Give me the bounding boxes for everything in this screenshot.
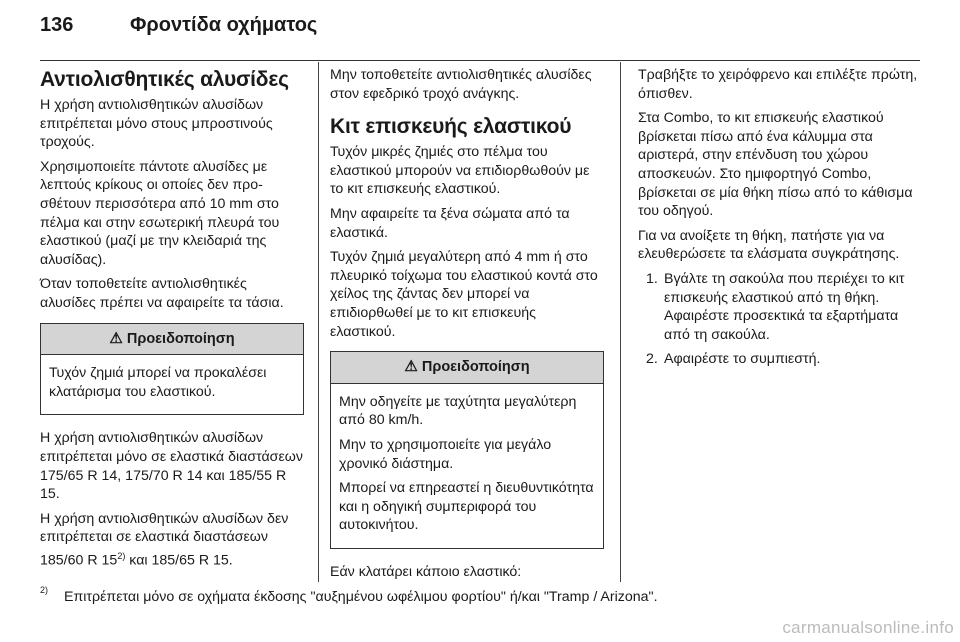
paragraph: Για να ανοίξετε τη θήκη, πατήστε για να ελευθερώσετε τα ελάσματα συγκράτησης. — [638, 227, 900, 263]
warning-text: Μπορεί να επηρεαστεί η διευθυντικότητα και η οδηγική συμπεριφορά του αυτοκινήτου. — [339, 480, 594, 534]
paragraph: Εάν κλατάρει κάποιο ελαστικό: — [330, 563, 522, 580]
warning-header — [41, 324, 303, 356]
warning-box — [40, 323, 304, 416]
paragraph: Η χρήση αντιολισθητικών αλυσίδων επιτρέπεται μόνο στους μπροστινούς τροχούς. — [40, 97, 273, 151]
list-item — [638, 350, 922, 369]
watermark: carmanualsonline.info — [782, 618, 954, 637]
paragraph: Η χρήση αντιολισθητικών αλυσίδων επιτρέπεται μόνο σε ελαστικά διαστάσεων 175/65 R 14, 175/70 R 14 και 185/55 R 15. — [40, 430, 303, 503]
warning-heading: Προειδοποίηση — [126, 330, 235, 347]
list-item — [638, 270, 922, 344]
warning-box — [330, 351, 604, 549]
paragraph-text: Η χρήση αντιολισθητικών αλυσίδων δεν επιτρέπεται σε ελαστικά διαστάσεων 185/60 R 15 — [40, 510, 289, 569]
section-title-tyre-repair-kit: Κιτ επισκευής ελαστικού — [330, 115, 572, 139]
page-number: 136 — [40, 14, 74, 36]
step-number: 2. — [646, 351, 658, 368]
paragraph: Χρησιμοποιείτε πάντοτε αλυσίδες με λεπτούς κρίκους οι οποίες δεν προσθέτουν περισσότερα από 10 mm στο πέλμα και στην εσωτερική πλευρά του ελαστικού (μαζί με την κλειδαριά της αλυσίδας). — [40, 158, 280, 268]
paragraph: Τυχόν μικρές ζημιές στο πέλμα του ελαστικού μπορούν να επιδιορθωθούν με το κιτ επισκευής ελαστικού. — [330, 144, 590, 198]
chapter-title: Φροντίδα οχήματος — [130, 14, 318, 36]
warning-text: Μην οδηγείτε με ταχύτητα μεγαλύτερη από 80 km/h. — [339, 393, 577, 429]
footnote-reference: 2) — [117, 550, 126, 561]
column-divider-2 — [620, 62, 621, 582]
page-header — [40, 14, 920, 44]
paragraph: Τραβήξτε το χειρόφρενο και επιλέξτε πρώτη, όπισθεν. — [638, 67, 918, 102]
paragraph: Τυχόν ζημιά μεγαλύτερη από 4 mm ή στο πλευρικό τοίχωμα του ελαστικού κοντά στο χείλος της ζάντας δεν μπορεί να επιδιορθωθεί με το κιτ επισκευής ελαστικού. — [330, 249, 598, 340]
warning-text: Τυχόν ζημιά μπορεί να προκαλέσει κλατάρισμα του ελαστικού. — [49, 365, 267, 400]
warning-body — [331, 384, 603, 548]
paragraph: Όταν τοποθετείτε αντιολισθητικές αλυσίδες πρέπει να αφαιρείτε τα τάσια. — [40, 276, 284, 311]
steps-list — [638, 270, 922, 369]
step-text: Βγάλτε τη σακούλα που περιέχει το κιτ επισκευής ελαστικού από τη θήκη. Αφαιρέστε προσεκτικά τα εξαρτήματα από τη σακούλα. — [664, 270, 905, 343]
column-3 — [638, 66, 922, 375]
warning-header — [331, 352, 603, 384]
column-1 — [40, 66, 304, 576]
footnote-text: Επιτρέπεται μόνο σε οχήματα έκδοσης "αυξημένου ωφέλιμου φορτίου" ή/και "Tramp / Arizona". — [64, 589, 658, 605]
warning-heading: Προειδοποίηση — [421, 359, 530, 376]
section-title-snow-chains: Αντιολισθητικές αλυσίδες — [40, 68, 289, 91]
step-text: Αφαιρέστε το συμπιεστή. — [664, 351, 821, 368]
step-number: 1. — [646, 270, 658, 287]
header-divider — [40, 60, 920, 61]
paragraph: Μην αφαιρείτε τα ξένα σώματα από τα ελαστικά. — [330, 205, 570, 241]
column-divider-1 — [318, 62, 319, 582]
column-2 — [330, 66, 604, 587]
warning-body — [41, 355, 303, 414]
paragraph: Στα Combo, το κιτ επισκευής ελαστικού βρίσκεται πίσω από ένα κάλυμμα στα αριστερά, στην επένδυση του χώρου αποσκευών. Στο ημιφορτηγό Combo, βρίσκεται σε μία θήκη πίσω από το κάθισμα του οδηγού. — [638, 110, 913, 220]
warning-triangle-icon: ⚠ — [109, 329, 123, 347]
paragraph-text: και 185/65 R 15. — [125, 552, 233, 569]
paragraph: Μην τοποθετείτε αντιολισθητικές αλυσίδες στον εφεδρικό τροχό ανάγκης. — [330, 67, 592, 102]
paragraph — [40, 510, 304, 571]
warning-triangle-icon: ⚠ — [404, 358, 418, 376]
warning-text: Μην το χρησιμοποιείτε για μεγάλο χρονικό διάστημα. — [339, 436, 552, 472]
footnote-mark: 2) — [40, 585, 49, 595]
